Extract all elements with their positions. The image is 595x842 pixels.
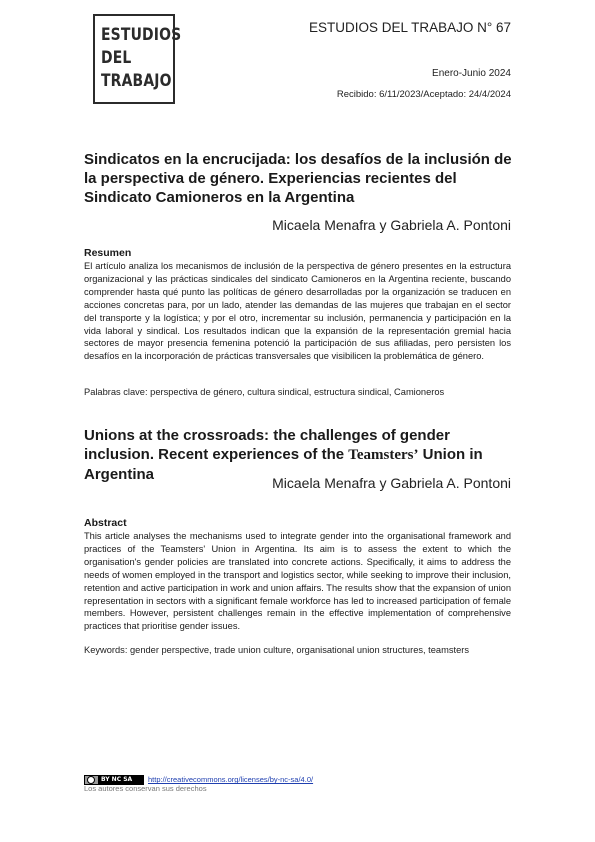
english-title-part-3: Union in Argentina [84,446,483,483]
logo-line-1: ESTUDIOS [101,25,182,45]
english-authors: Micaela Menafra y Gabriela A. Pontoni [272,475,511,491]
spanish-title: Sindicatos en la encrucijada: los desafíos de la inclusión de la perspectiva de género. Experiencias recientes del Sindicato Camioneros en la Argentina [84,151,512,206]
logo-line-2: DEL [101,48,132,68]
received-accepted-dates: Recibido: 6/11/2023/Aceptado: 24/4/2024 [336,89,511,100]
english-keywords: Keywords: gender perspective, trade union culture, organisational union structures, teamsters [84,645,469,655]
license-link[interactable]: http://creativecommons.org/licenses/by-nc-sa/4.0/ [148,775,314,785]
cc-badge-text: BY NC SA [101,775,133,783]
abstract-heading: Abstract [84,517,127,529]
issue-date: Enero-Junio 2024 [432,68,511,79]
logo-line-3: TRABAJO [101,71,172,91]
rights-notice: Los autores conservan sus derechos [84,784,207,793]
resumen-text: El artículo analiza los mecanismos de inclusión de la perspectiva de género presentes en la estructura organizacional y las prácticas sindicales del sindicato Camioneros en la Argentina reciente, buscando comprender hasta qué punto las políticas de género desarrolladas por la organización se traducen en acciones concretas para, por un lado, atender las demandas de las mujeres que trabajan en el sector del transporte y la logística; y por el otro, incrementar su inclusión, permanencia y participación en la vida laboral y sindical. Los resultados indican que la expansión de la representación gremial hacia sectores de mayor presencia femenina potenció la participación de sus afiliadas, pero persisten los desafíos en la incorporación de prácticas transversales que visibilicen la problemática de género. [84,261,511,362]
abstract-text: This article analyses the mechanisms used to integrate gender into the organisational framework and practices of the Teamsters' Union in Argentina. Its aim is to assess the extent to which the organisation's gender policies are translated into concrete actions. Specifically, it aims to address the needs of women employed in the transport and logistics sector, while seeking to improve their inclusion, retention and active participation in work and union affairs. The results show that the expansion of union representation in sectors with a significant female workforce has led to increased participation of female members. However, persistent challenges remain in the effective implementation of comprehensive practices that prioritise gender issues. [84,531,511,632]
spanish-keywords: Palabras clave: perspectiva de género, cultura sindical, estructura sindical, Camioneros [84,387,445,397]
spanish-authors: Micaela Menafra y Gabriela A. Pontoni [272,217,511,233]
cc-circle-icon [87,776,95,784]
english-title-part-1: Unions at the crossroads: the challenges of gender inclusion. Recent experiences of the [84,427,450,463]
journal-logo [93,14,182,104]
journal-name: ESTUDIOS DEL TRABAJO N° 67 [309,20,511,35]
english-title-teamsters: Teamsters’ [348,447,419,463]
resumen-heading: Resumen [84,247,132,259]
